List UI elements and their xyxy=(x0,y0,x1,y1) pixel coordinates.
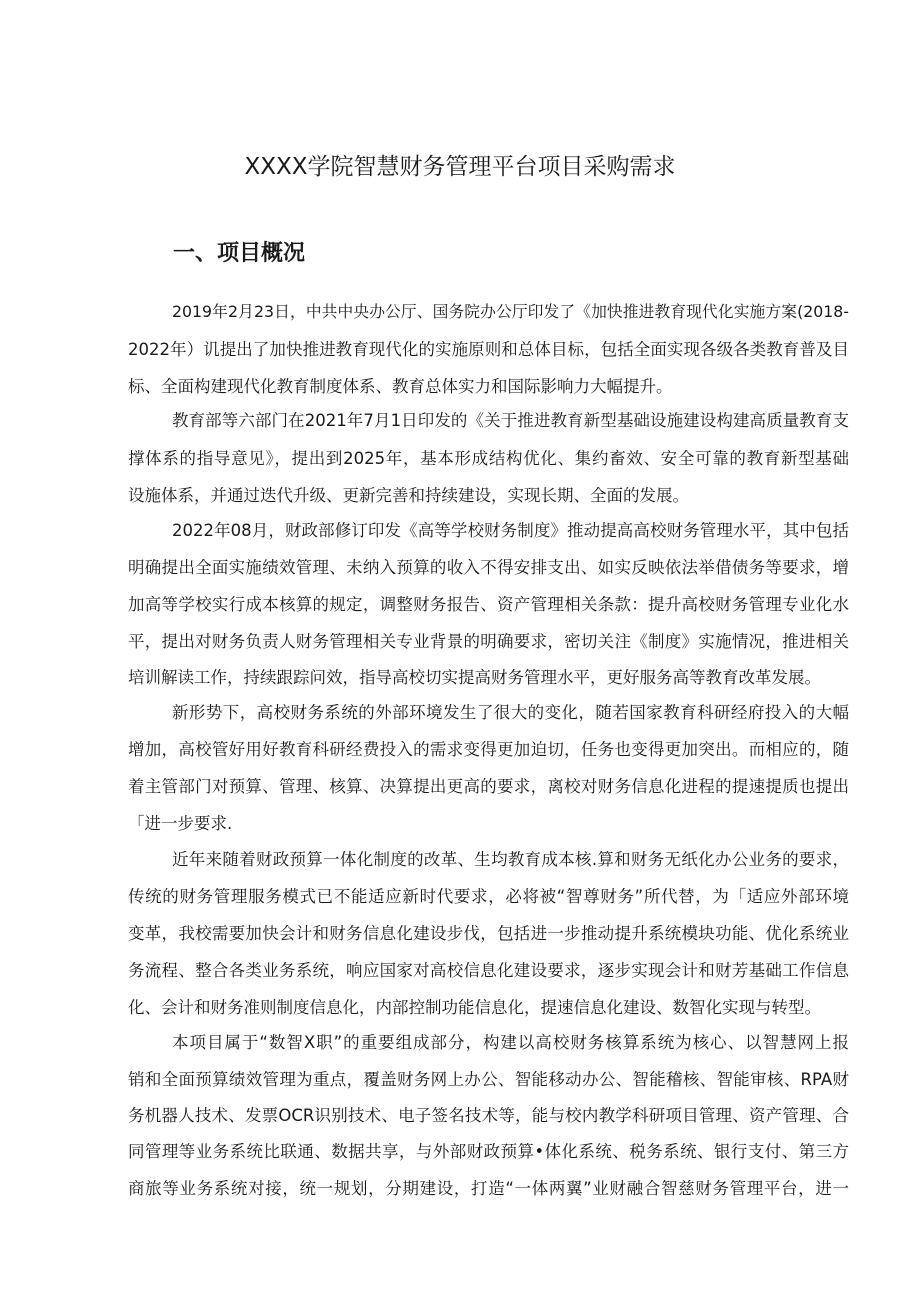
paragraph-line: 「进一步要求. xyxy=(128,814,233,833)
paragraph-line: 2022年08月，财政部修订印发《高等学校财务制度》推动提高高校财务管理水平，其中包括 xyxy=(172,521,849,540)
paragraph-line: 变革，我校需要加快会计和财务信息化建设步伐，包括进一步推动提升系统模块功能、优化系统业 xyxy=(128,924,849,943)
paragraph-line: 本项目属于“数智X职”的重要组成部分，构建以高校财务核算系统为核心、以智慧网上报 xyxy=(172,1033,849,1052)
document-title: XXXX学院智慧财务管理平台项目采购需求 xyxy=(244,154,676,180)
paragraph-line: 教育部等六部门在2021年7月1日印发的《关于推进教育新型基础设施建设构建高质量教育支 xyxy=(172,411,849,430)
paragraph-line: 化、会计和财务准则制度信息化，内部控制功能信息化，提速信息化建设、数智化实现与转型。 xyxy=(128,998,821,1017)
paragraph-line: 撑体系的指导意见》，提出到2025年，基本形成结构优化、集约畜效、安全可靠的教育新型基础 xyxy=(128,449,849,468)
paragraph-line: 增加，高校管好用好教育科研经费投入的需求变得更加迫切，任务也变得更加突出。而相应的，随 xyxy=(128,740,849,759)
paragraph-line: 近年来随着财政预算一体化制度的改革、生均教育成本核.算和财务无纸化办公业务的要求， xyxy=(172,850,849,869)
paragraph-line: 着主管部门对预算、管理、核算、决算提出更高的要求，离校对财务信息化进程的提速提质也提出 xyxy=(128,777,849,796)
paragraph-line: 商旅等业务系统对接，统一规划，分期建设，打造“一体两翼”业财融合智慈财务管理平台，进一 xyxy=(128,1179,849,1198)
paragraph-line: 同管理等业务系统比联通、数据共享，与外部财政预算•体化系统、税务系统、银行支付、第三方 xyxy=(128,1142,849,1161)
paragraph-line: 销和全面预算绩效管理为重点，覆盖财务网上办公、智能移动办公、智能稽核、智能审核、RPA财 xyxy=(128,1070,849,1089)
paragraph-line: 务机器人技术、发票OCR识别技术、电子签名技术等，能与校内教学科研项目管理、资产管理、合 xyxy=(128,1106,849,1125)
paragraph-line: 加高等学校实行成本核算的规定，调整财务报告、资产管理相关条款：提升高校财务管理专业化水 xyxy=(128,595,849,614)
paragraph-line: 传统的财务管理服务模式已不能适应新时代要求，必将被“智尊财务”所代替，为「适应外部环境 xyxy=(128,887,849,906)
paragraph-line: 明确提出全面实施绩效管理、未纳入预算的收入不得安排支出、如实反映依法举借债务等要求，增 xyxy=(128,558,849,577)
paragraph-line: 务流程、整合各类业务系统，响应国家对高校信息化建设要求，逐步实现会计和财芳基础工作信息 xyxy=(128,961,849,980)
paragraph-line: 新形势下，高校财务系统的外部环境发生了很大的变化，随若国家教育科研经府投入的大幅 xyxy=(172,703,849,722)
paragraph-line: 2019年2月23日，中共中央办公厅、国务院办公厅印发了《加快推进教育现代化实施方案(2018- xyxy=(172,302,849,321)
paragraph-line: 标、全面构建现代化教育制度体系、教育总体实力和国际影响力大幅提升。 xyxy=(128,377,673,396)
section-heading: 一、项目概况 xyxy=(173,241,306,266)
paragraph-line: 设施体系，并通过迭代升级、更新完善和持续建设，实现长期、全面的发展。 xyxy=(128,486,689,505)
paragraph-line: 培训解读工作，持续跟踪问效，指导高校切实提高财务管理水平，更好服务高等教育改革发展。 xyxy=(128,668,821,687)
paragraph-line: 2022年）讥提出了加快推进教育现代化的实施原则和总体目标，包括全面实现各级各类教育普及目 xyxy=(128,340,849,359)
paragraph-line: 平，提出对财务负责人财务管理相关专业背景的明确要求，密切关注《制度》实施情况，推进相关 xyxy=(128,632,849,651)
